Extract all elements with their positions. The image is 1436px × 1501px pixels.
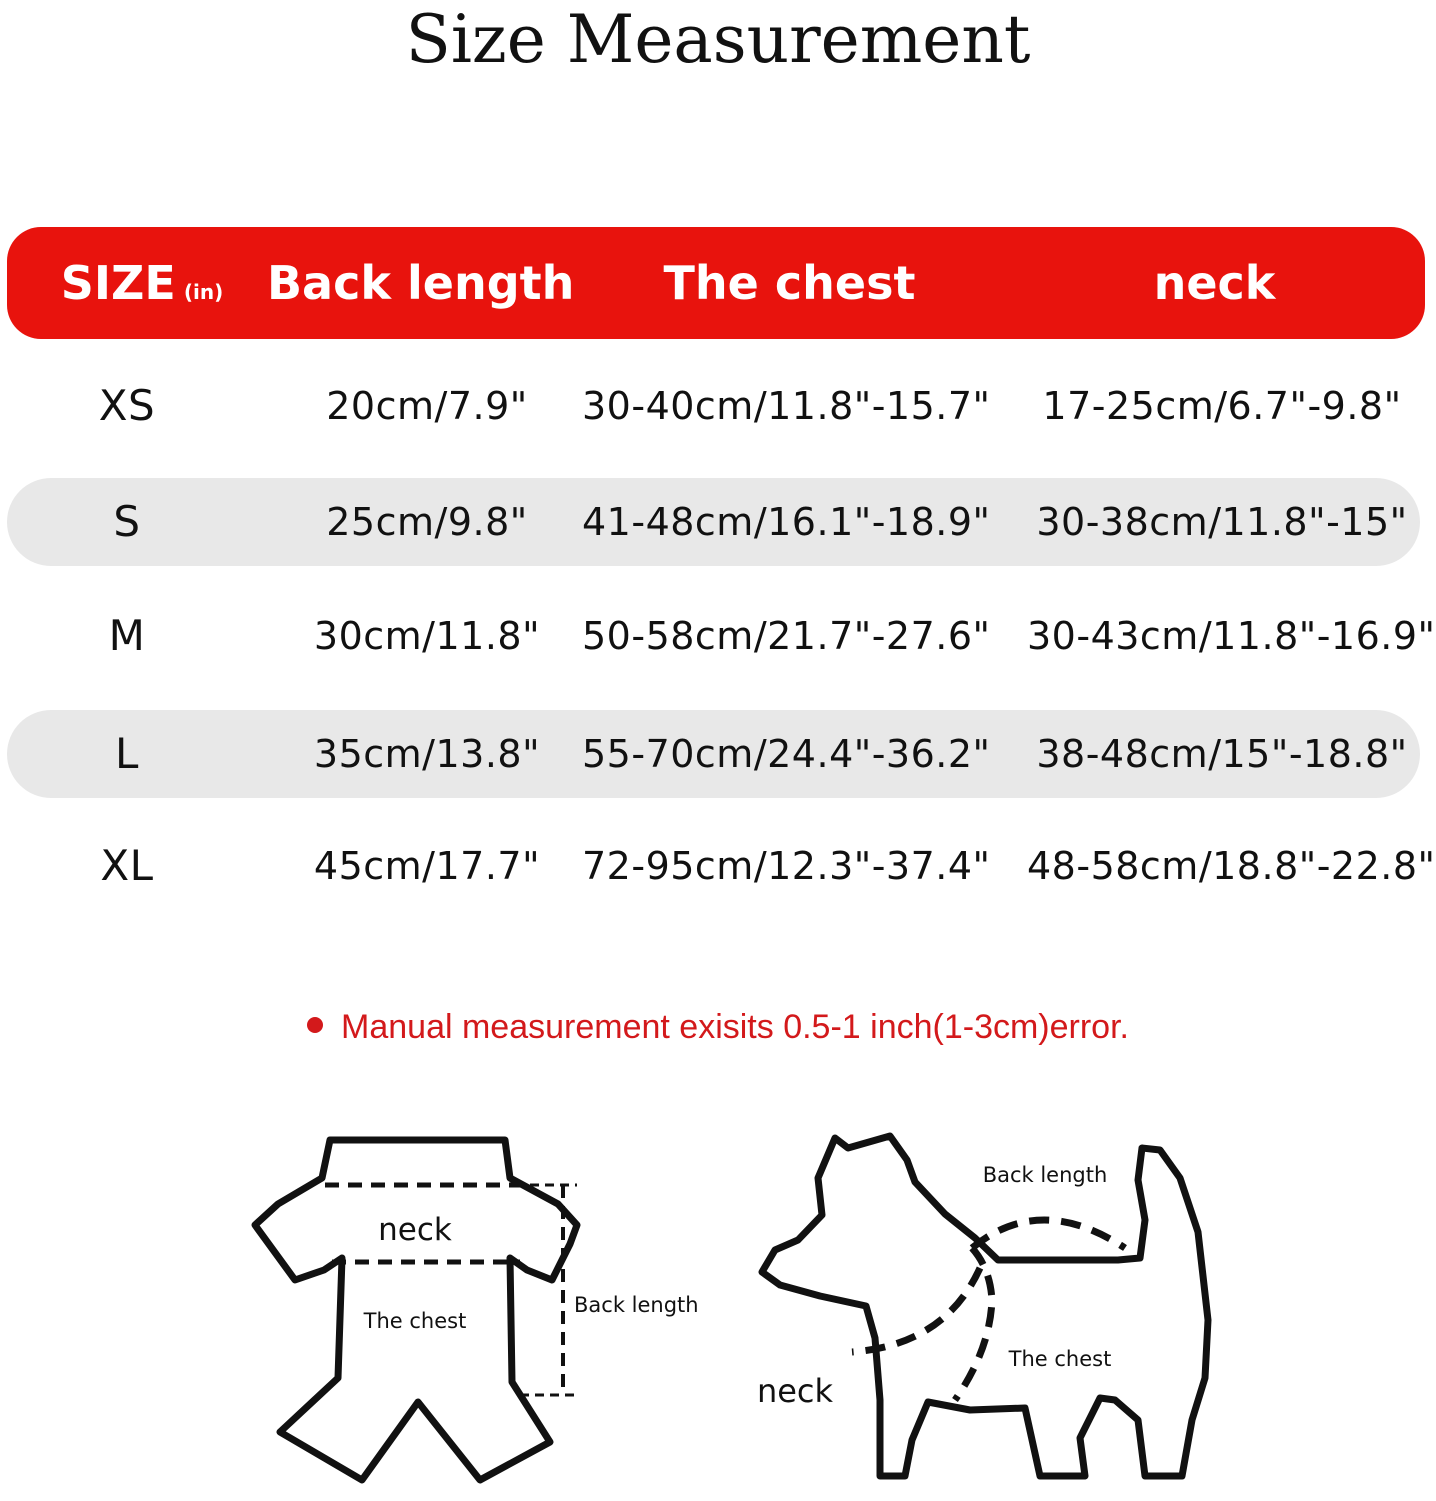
header-size-unit: (in)	[183, 280, 224, 304]
size-cell: M	[108, 611, 146, 660]
chest-cell: 41-48cm/16.1"-18.9"	[582, 500, 991, 544]
chest-cell: 72-95cm/12.3"-37.4"	[582, 844, 991, 888]
dog-outline	[762, 1136, 1208, 1476]
back-length-dashed-curve	[972, 1220, 1125, 1248]
chest-dashed-curve	[955, 1248, 992, 1400]
size-cell: XL	[100, 841, 154, 890]
chest-cell: 30-40cm/11.8"-15.7"	[582, 384, 991, 428]
table-row	[7, 710, 1420, 798]
table-row	[7, 822, 1436, 910]
header-back-length: Back length	[267, 256, 575, 310]
neck-dashed-curve	[852, 1268, 980, 1352]
table-row	[7, 362, 1420, 450]
size-cell: XS	[98, 381, 156, 430]
header-size-label: SIZE	[60, 256, 176, 310]
garment-chest-label: The chest	[363, 1309, 467, 1333]
page-title: Size Measurement	[405, 1, 1031, 78]
neck-cell: 30-38cm/11.8"-15"	[1036, 500, 1408, 544]
back-length-cell: 35cm/13.8"	[313, 732, 541, 776]
garment-diagram	[240, 1120, 720, 1490]
size-cell: L	[115, 729, 139, 778]
neck-cell: 30-43cm/11.8"-16.9"	[1027, 614, 1436, 658]
measurement-note	[0, 1008, 1436, 1047]
header-chest: The chest	[663, 256, 916, 310]
chest-cell: 50-58cm/21.7"-27.6"	[582, 614, 991, 658]
garment-back-length-label: Back length	[574, 1293, 699, 1317]
table-header	[7, 227, 1425, 339]
bullet-icon	[307, 1017, 323, 1033]
header-neck: neck	[1153, 256, 1276, 310]
table-row	[7, 478, 1420, 566]
note-text: Manual measurement exisits 0.5-1 inch(1-3cm)error.	[341, 1008, 1129, 1046]
table-row	[7, 592, 1436, 680]
back-length-cell: 25cm/9.8"	[326, 500, 528, 544]
header-size	[47, 227, 237, 339]
dog-chest-label: The chest	[1008, 1347, 1112, 1371]
neck-cell: 48-58cm/18.8"-22.8"	[1027, 844, 1436, 888]
back-length-cell: 30cm/11.8"	[313, 614, 541, 658]
dog-diagram	[740, 1120, 1240, 1490]
size-cell: S	[113, 497, 141, 546]
neck-cell: 38-48cm/15"-18.8"	[1036, 732, 1408, 776]
back-length-cell: 45cm/17.7"	[313, 844, 541, 888]
dog-neck-label: neck	[756, 1372, 834, 1410]
back-length-cell: 20cm/7.9"	[326, 384, 528, 428]
garment-neck-label: neck	[378, 1212, 452, 1248]
dog-back-length-label: Back length	[982, 1163, 1108, 1187]
chest-cell: 55-70cm/24.4"-36.2"	[582, 732, 991, 776]
neck-cell: 17-25cm/6.7"-9.8"	[1042, 384, 1402, 428]
